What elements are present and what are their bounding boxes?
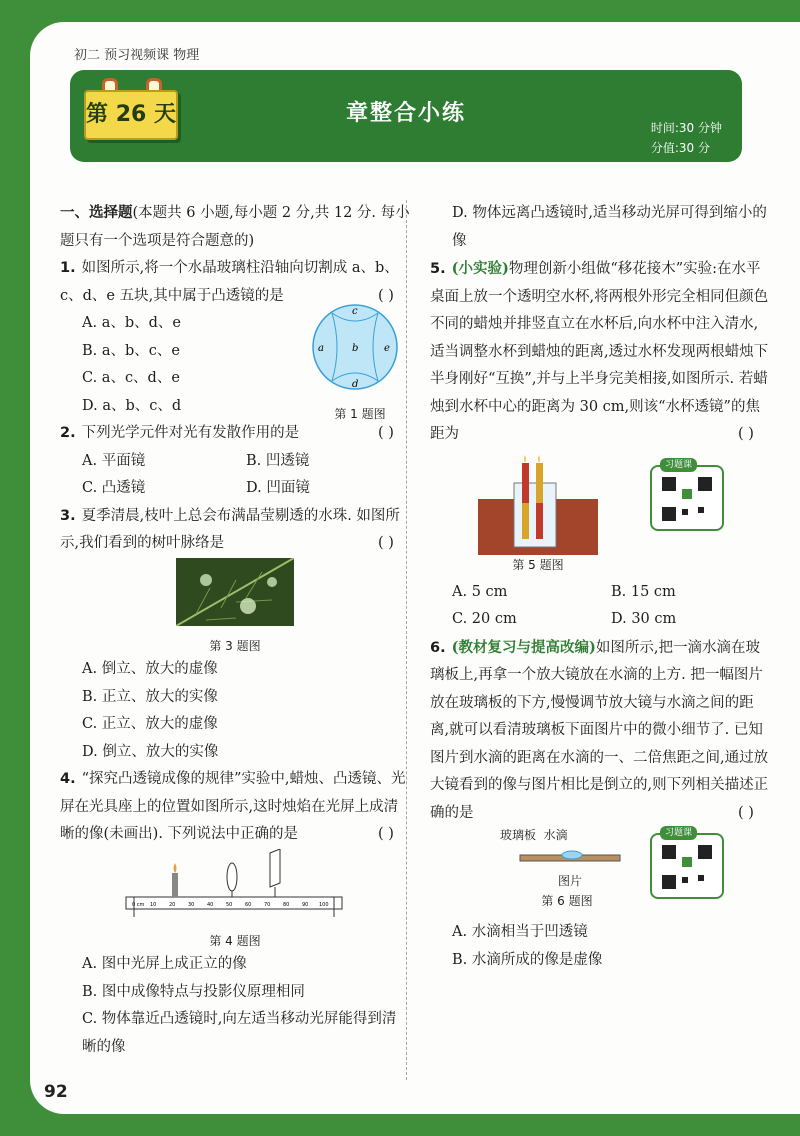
option-b[interactable]: B. 凹透镜: [246, 452, 310, 469]
section-heading: [60, 200, 410, 255]
label-drop: 水滴: [543, 828, 568, 842]
question-number: 4.: [60, 771, 76, 787]
scale-tick: 40: [207, 901, 214, 908]
option-b[interactable]: B. a、b、c、e: [82, 342, 181, 359]
question-number: 1.: [60, 260, 76, 276]
question-tag: (教材复习与提高改编): [451, 638, 596, 656]
qr-label: 习题课: [660, 826, 697, 840]
optical-bench-diagram: [120, 849, 350, 921]
day-label: 第 26 天: [84, 90, 178, 140]
time-limit: 时间:30 分钟: [650, 121, 722, 135]
left-column: [60, 200, 410, 1061]
question-number: 6.: [430, 639, 446, 656]
question-5: [430, 255, 770, 634]
score-value: 分值:30 分: [650, 141, 710, 155]
scale-tick: 90: [302, 901, 309, 908]
section-desc: (本题共 6 小题,每小题 2 分,共 12 分. 每小题只有一个选项是符合题意的): [60, 205, 410, 249]
question-2: [60, 420, 410, 503]
label-picture: 图片: [558, 874, 583, 888]
scale-tick: 30: [188, 901, 195, 908]
figure-3: [60, 558, 410, 657]
option-c[interactable]: C. 物体靠近凸透镜时,向左适当移动光屏能得到清晰的像: [82, 1011, 397, 1055]
question-3: [60, 503, 410, 767]
figure-caption: 第 1 题图: [334, 406, 386, 421]
figure-1: [310, 301, 410, 421]
answer-blank[interactable]: ( ): [378, 425, 394, 441]
title-banner: [70, 70, 742, 162]
label-glass: 玻璃板: [500, 828, 537, 842]
leaf-water-drops-photo: [176, 558, 294, 626]
figure-caption: 第 3 题图: [209, 639, 261, 653]
page-title: 章整合小练: [345, 101, 466, 126]
answer-blank[interactable]: ( ): [378, 826, 394, 842]
label-b: b: [352, 343, 359, 354]
question-stem: 下列光学元件对光有发散作用的是: [81, 425, 300, 441]
question-number: 5.: [430, 261, 446, 277]
scale-tick: 50: [226, 901, 233, 908]
answer-blank[interactable]: ( ): [378, 287, 394, 304]
question-number: 2.: [60, 425, 76, 441]
question-stem: 如图所示,把一滴水滴在玻璃板上,再拿一个放大镜放在水滴的上方. 把一幅图片放在玻璃板的下方,慢慢调节放大镜与水滴之间的距离,就可以看清玻璃板下面图片中的微小细节了. 已知图片到水滴的距离在水滴的一、二倍焦距之间,通过放大镜看到的像与图片相比是倒立的,则下列相关描述正确的是: [430, 639, 769, 821]
option-a[interactable]: A. 倒立、放大的虚像: [82, 661, 218, 677]
page: [30, 22, 800, 1114]
scale-tick: 80: [283, 901, 290, 908]
option-c[interactable]: C. 正立、放大的虚像: [82, 716, 218, 732]
option-d[interactable]: D. 物体远离凸透镜时,适当移动光屏可得到缩小的像: [452, 205, 767, 249]
question-1: [60, 255, 410, 420]
option-c[interactable]: C. 20 cm: [452, 611, 517, 627]
option-a[interactable]: A. 水滴相当于凹透镜: [452, 924, 588, 940]
scale-tick: 20: [169, 901, 176, 908]
right-column: [430, 200, 770, 974]
answer-blank[interactable]: ( ): [738, 804, 754, 821]
section-title: 一、选择题: [60, 205, 133, 221]
option-c[interactable]: C. a、c、d、e: [82, 370, 180, 386]
label-a: a: [318, 343, 324, 354]
option-c[interactable]: C. 凸透镜: [82, 480, 146, 496]
qr-code-icon[interactable]: [650, 828, 724, 899]
option-b[interactable]: B. 图中成像特点与投影仪原理相同: [82, 983, 305, 1000]
question-stem: 如图所示,将一个水晶玻璃柱沿轴向切割成 a、b、c、d、e 五块,其中属于凸透镜的是: [60, 260, 399, 304]
figure-caption: 第 4 题图: [209, 934, 261, 948]
scale-tick: 70: [264, 901, 271, 908]
answer-blank[interactable]: ( ): [738, 426, 754, 442]
qr-code-icon[interactable]: [650, 459, 724, 531]
crystal-cylinder-diagram: [310, 301, 400, 393]
option-d[interactable]: D. 凹面镜: [246, 480, 310, 496]
label-e: e: [384, 343, 390, 354]
option-d[interactable]: D. 30 cm: [611, 611, 677, 627]
scale-tick: 0 cm: [132, 901, 145, 908]
figure-caption: 第 5 题图: [512, 557, 564, 572]
option-b[interactable]: B. 15 cm: [611, 583, 676, 600]
figure-caption: 第 6 题图: [541, 894, 593, 908]
qr-label: 习题课: [660, 458, 697, 472]
question-number: 3.: [60, 507, 76, 524]
answer-blank[interactable]: ( ): [378, 535, 394, 551]
question-stem: 物理创新小组做“移花接木”实验:在水平桌面上放一个透明空水杯,将两根外形完全相同但颜色不同的蜡烛并排竖直立在水杯后,向水杯中注入清水,适当调整水杯到蜡烛的距离,透过水杯发现两根蜡烛下半身刚好“互换”,并与上半身完美相接,如图所示. 若蜡烛到水杯中心的距离为 30 cm,则该“水杯透镜”的焦距为: [430, 261, 769, 442]
option-d[interactable]: D. 倒立、放大的实像: [82, 743, 219, 760]
option-a[interactable]: A. 5 cm: [452, 583, 508, 600]
time-score-info: [651, 118, 722, 158]
option-a[interactable]: A. 平面镜: [82, 452, 146, 469]
question-6: [430, 634, 770, 975]
option-a[interactable]: A. 图中光屏上成正立的像: [82, 956, 247, 972]
scale-tick: 100: [319, 901, 329, 908]
question-stem: 夏季清晨,枝叶上总会布满晶莹剔透的水珠. 如图所示,我们看到的树叶脉络是: [60, 507, 400, 551]
figure-6: [430, 827, 770, 919]
glass-drop-diagram: [516, 845, 626, 871]
cup-candles-diagram: [478, 455, 598, 555]
question-4: [60, 766, 410, 1061]
page-subtitle: 初二 预习视频课 物理: [74, 48, 200, 63]
figure-4: [60, 849, 410, 952]
scale-tick: 60: [245, 901, 252, 908]
scale-tick: 10: [150, 901, 157, 908]
label-c: c: [352, 306, 358, 317]
question-tag: (小实验): [451, 260, 509, 277]
question-stem: “探究凸透镜成像的规律”实验中,蜡烛、凸透镜、光屏在光具座上的位置如图所示,这时烛焰在光屏上成清晰的像(未画出). 下列说法中正确的是: [60, 771, 406, 842]
label-d: d: [352, 379, 359, 390]
figure-5: [430, 449, 770, 579]
option-d[interactable]: D. a、b、c、d: [82, 397, 182, 414]
option-a[interactable]: A. a、b、d、e: [82, 315, 181, 331]
option-b[interactable]: B. 正立、放大的实像: [82, 688, 218, 705]
option-b[interactable]: B. 水滴所成的像是虚像: [452, 951, 603, 968]
page-number: 92: [44, 1082, 68, 1102]
